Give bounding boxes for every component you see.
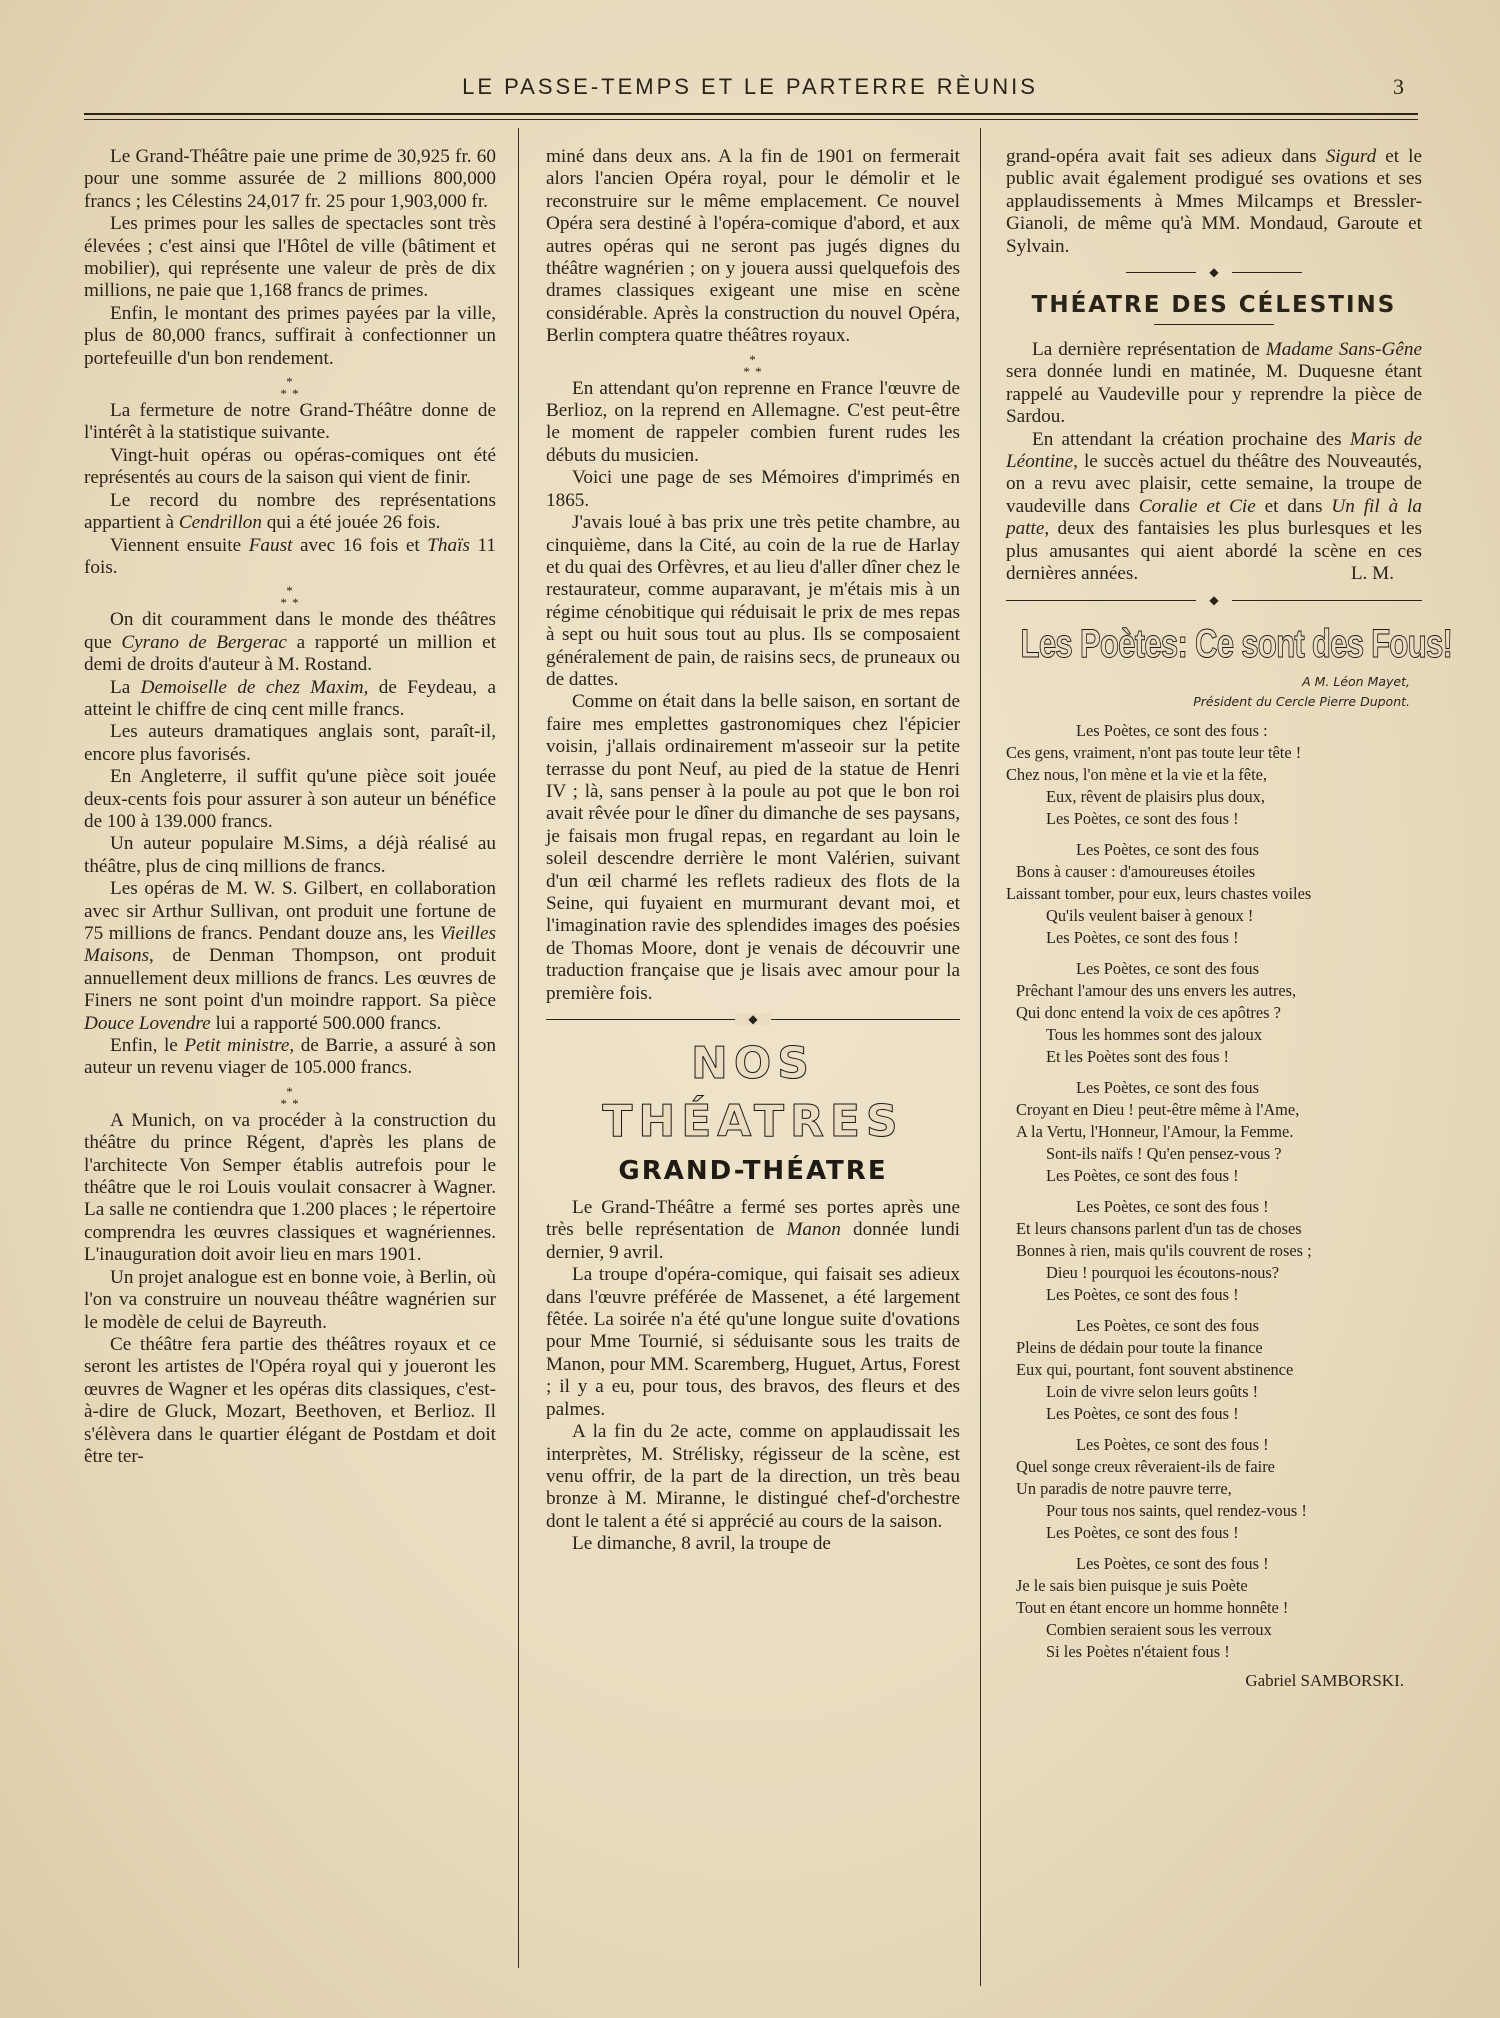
poem-line: Laissant tomber, pour eux, leurs chastes voiles <box>1006 883 1312 903</box>
poem-line: Les Poètes, ce sont des fous ! <box>1046 1285 1239 1305</box>
poem-stanza <box>1006 1553 1422 1664</box>
paragraph: Enfin, le Petit ministre, de Barrie, a assuré à son auteur un revenu viager de 105.000 francs. <box>84 1035 496 1079</box>
poem-line: Un paradis de notre pauvre terre, <box>1016 1479 1232 1498</box>
poem-stanza <box>1006 958 1422 1069</box>
paragraph: On dit couramment dans le monde des théâtres que Cyrano de Bergerac a rapporté un million et demi de droits d'auteur à M. Rostand. <box>84 609 496 676</box>
section-title-nos-theatres: NOS THÉATRES <box>602 1038 904 1148</box>
poem-line: Tous les hommes sont des jaloux <box>1046 1025 1263 1045</box>
poem-line: Les Poètes, ce sont des fous ! <box>1046 809 1239 829</box>
section-title-celestins: THÉATRE DES CÉLESTINS <box>1031 292 1397 319</box>
poem-signature: Gabriel SAMBORSKI. <box>1245 1670 1404 1690</box>
poem-line: Eux, rêvent de plaisirs plus doux, <box>1046 787 1265 807</box>
paragraph: La troupe d'opéra-comique, qui faisait ses adieux dans l'œuvre préférée de Massenet, a été largement fêtée. La soirée n'a été qu'une longue suite d'ovations pour Mme Tournié, si séduisante sous les traits de Manon, pour MM. Scaremberg, Huguet, Artus, Forest ; il y a eu, pour tous, des bravos, des fleurs et des palmes. <box>546 1264 960 1420</box>
paragraph: Les opéras de M. W. S. Gilbert, en collaboration avec sir Arthur Sullivan, ont produit une fortune de 75 millions de francs. Pendant douze ans, les Vieilles Maisons, de Denman Thompson, ont produit annuellement deux millions de francs. Les œuvres de Finers ne sont point d'un moindre rapport. Sa pièce Douce Lovendre lui a rapporté 500.000 francs. <box>84 878 496 1034</box>
poem-stanza <box>1006 1315 1422 1426</box>
paragraph: miné dans deux ans. A la fin de 1901 on fermerait alors l'ancien Opéra royal, pour le démolir et le reconstruire sur le même emplacement. Ce nouvel Opéra sera destiné à l'opéra-comique d'abord, et aux autres opéras qui ne seront pas jugés dignes du théâtre wagnérien ; on y jouera aussi quelquefois des drames classiques exigeant une mise en scène considérable. Après la construction du nouvel Opéra, Berlin comptera quatre théâtres royaux. <box>546 146 960 347</box>
poem-line: Bonnes à rien, mais qu'ils couvrent de roses ; <box>1016 1240 1312 1260</box>
poem-line: A la Vertu, l'Honneur, l'Amour, la Femme. <box>1016 1121 1294 1141</box>
paragraph: Enfin, le montant des primes payées par la ville, plus de 80,000 francs, suffirait à confectionner un portefeuille d'un bon rendement. <box>84 302 496 369</box>
poem-line: Combien seraient sous les verroux <box>1046 1620 1272 1640</box>
poem-line: Pleins de dédain pour toute la finance <box>1016 1337 1263 1357</box>
poem-line: Quel songe creux rêveraient-ils de faire <box>1016 1456 1275 1476</box>
paragraph: Le record du nombre des représentations appartient à Cendrillon qui a été jouée 26 fois. <box>84 489 496 534</box>
column-2 <box>546 146 960 1556</box>
poem-line: Et les Poètes sont des fous ! <box>1046 1047 1230 1067</box>
column-divider-2 <box>980 128 981 1986</box>
paragraph: La Demoiselle de chez Maxim, de Feydeau, a atteint le chiffre de cinq cent mille francs. <box>84 676 496 720</box>
paragraph: Le Grand-Théâtre paie une prime de 30,925 fr. 60 pour une somme assurée de 2 millions 800,000 francs ; les Célestins 24,017 fr. 25 pour 1,903,000 fr. <box>84 146 496 212</box>
column-1 <box>84 146 496 1468</box>
subsection-title-grand-theatre: GRAND-THÉATRE <box>618 1156 888 1187</box>
masthead-title: LE PASSE-TEMPS ET LE PARTERRE RÈUNIS <box>462 74 1038 99</box>
paragraph: Le dimanche, 8 avril, la troupe de <box>572 1533 831 1555</box>
asterism: * * * <box>280 1083 300 1111</box>
paragraph: Le Grand-Théâtre a fermé ses portes après une très belle représentation de Manon donnée lundi dernier, 9 avril. <box>546 1197 960 1263</box>
paragraph: Voici une page de ses Mémoires d'imprimés en 1865. <box>546 467 960 511</box>
paragraph: Ce théâtre fera partie des théâtres royaux et ce seront les artistes de l'Opéra royal qui y joueront les œuvres de Wagner et les opéras dits classiques, c'est-à-dire de Gluck, Mozart, Beethoven, et Berlioz. Il s'élèvera dans le quartier élégant de Postdam et doit être ter- <box>84 1333 496 1467</box>
asterism: * * * <box>280 583 300 611</box>
poem-line: Les Poètes, ce sont des fous ! <box>1076 1434 1269 1454</box>
paragraph: Un projet analogue est en bonne voie, à Berlin, où l'on va construire un nouveau théâtre wagnérien sur le modèle de celui de Bayreuth. <box>84 1266 496 1333</box>
poem-line: Dieu ! pourquoi les écoutons-nous? <box>1046 1263 1280 1283</box>
header-rule-thin <box>84 119 1418 120</box>
poem-line: Ces gens, vraiment, n'ont pas toute leur tête ! <box>1006 742 1302 762</box>
header-rule <box>84 113 1418 115</box>
paragraph: Vingt-huit opéras ou opéras-comiques ont été représentés au cours de la saison qui vient de finir. <box>84 444 496 489</box>
paragraph: A Munich, on va procéder à la construction du théâtre du prince Régent, d'après les plans de l'architecte Von Semper établis autrefois pour le théâtre que le roi Louis voulait consacrer à Wagner. La salle ne contiendra que 1.200 places ; le répertoire comprendra les œuvres classiques et wagnériennes. L'inauguration doit avoir lieu en mars 1901. <box>84 1109 496 1266</box>
section-separator: ◆ <box>546 1011 960 1029</box>
poem-line: Les Poètes, ce sont des fous <box>1076 839 1259 859</box>
paragraph: En attendant la création prochaine des Maris de Léontine, le succès actuel du théâtre des Nouveautés, on a revu avec plaisir, cette semaine, la troupe de vaudeville dans Coralie et Cie et dans Un fil à la patte, deux des fantaisies les plus burlesques et les plus amusantes qui aient abordé la scène en ces dernières années. L. M. <box>1006 428 1423 585</box>
poem-stanza <box>1006 1196 1422 1307</box>
section-separator: ◆ <box>1006 592 1422 610</box>
paragraph: grand-opéra avait fait ses adieux dans Sigurd et le public avait également prodigué ses ovations et ses applaudissements à Mmes Milcamps et Bressler-Gianoli, de même qu'à MM. Mondaud, Garoute et Sylvain. <box>1006 146 1422 257</box>
page-number: 3 <box>1393 74 1404 99</box>
poem-body <box>1006 720 1422 1664</box>
section-separator: ◆ <box>1126 264 1302 282</box>
paragraph: Un auteur populaire M.Sims, a déjà réalisé au théâtre, plus de cinq millions de francs. <box>84 833 496 877</box>
paragraph: Comme on était dans la belle saison, en sortant de faire mes emplettes gastronomiques chez l'épicier voisin, j'allais ordinairement m'asseoir sur la petite terrasse du pont Neuf, au pied de la statue de Henri IV ; là, sans penser à la poule au pot que le bon roi avait rêvée pour le dîner du dimanche de ses paysans, je faisais mon frugal repas, en regardant au loin le soleil descendre derrière le mont Valérien, suivant d'un œil charmé les reflets radieux des flots de la Seine, qui fuyaient en murmurant devant moi, et l'imagination ravie des splendides images des poésies de Thomas Moore, dont je venais de découvrir une traduction française que je lisais avec amour pour la première fois. <box>546 691 960 1004</box>
paragraph: Viennent ensuite Faust avec 16 fois et Thaïs 11 fois. <box>84 534 496 578</box>
poem-stanza <box>1006 839 1422 950</box>
poem-line: Les Poètes, ce sont des fous <box>1076 958 1259 978</box>
poem-line: Croyant en Dieu ! peut-être même à l'Ame, <box>1016 1099 1300 1119</box>
column-divider-1 <box>518 128 519 1968</box>
poem-line: Qui donc entend la voix de ces apôtres ? <box>1016 1002 1281 1022</box>
poem-line: Et leurs chansons parlent d'un tas de choses <box>1016 1218 1302 1238</box>
poem-line: Qu'ils veulent baiser à genoux ! <box>1046 906 1254 926</box>
poem-line: Les Poètes, ce sont des fous ! <box>1046 1166 1239 1186</box>
paragraph: La dernière représentation de Madame Sans-Gêne sera donnée lundi en matinée, M. Duquesne étant rappelé au Vaudeville pour y reprendre la pièce de Sardou. <box>1006 339 1422 428</box>
asterism: * * * <box>280 374 300 402</box>
poem-stanza <box>1006 720 1422 831</box>
poem-dedication: A M. Léon Mayet, Président du Cercle Pierre Dupont. <box>1193 673 1410 709</box>
poem-line: Loin de vivre selon leurs goûts ! <box>1046 1382 1259 1402</box>
poem-line: Les Poètes, ce sont des fous ! <box>1046 1404 1239 1424</box>
poem-stanza <box>1006 1077 1422 1188</box>
column-3 <box>1006 146 1453 1692</box>
poem-line: Les Poètes, ce sont des fous <box>1076 1077 1259 1097</box>
paragraph: J'avais loué à bas prix une très petite chambre, au cinquième, dans la Cité, au coin de la rue de Harlay et du quai des Orfèvres, et au lieu d'aller dîner chez le restaurateur, comme auparavant, je m'étais mis à un régime cénobitique qui réduisait le prix de mes repas à sept ou huit sous tout au plus. Ils se composaient généralement de pain, de raisins secs, de pruneaux ou de dattes. <box>546 512 960 690</box>
paragraph: Les primes pour les salles de spectacles sont très élevées ; c'est ainsi que l'Hôtel de ville (bâtiment et mobilier), qui représente une valeur de près de dix millions, ne paie que 1,168 francs de primes. <box>84 213 496 302</box>
poem-line: Eux qui, pourtant, font souvent abstinence <box>1016 1359 1294 1379</box>
poem-line: Sont-ils naïfs ! Qu'en pensez-vous ? <box>1046 1144 1282 1164</box>
paragraph: Les auteurs dramatiques anglais sont, paraît-il, encore plus favorisés. <box>84 721 496 765</box>
paragraph: En attendant qu'on reprenne en France l'œuvre de Berlioz, on la reprend en Allemagne. C'est peut-être le moment de rappeler combien furent rudes les débuts du musicien. <box>546 377 960 466</box>
paragraph: A la fin du 2e acte, comme on applaudissait les interprètes, M. Strélisky, régisseur de la scène, est venu offrir, de la part de la direction, un très beau bronze à M. Miranne, le distingué chef-d'orchestre dont le talent a été si apprécié au cours de la saison. <box>546 1421 960 1532</box>
poem-line: Pour tous nos saints, quel rendez-vous ! <box>1046 1501 1307 1521</box>
asterism: * * * <box>743 351 763 379</box>
poem-stanza <box>1006 1434 1422 1545</box>
poem-line: Je le sais bien puisque je suis Poète <box>1016 1575 1248 1595</box>
poem-line: Les Poètes, ce sont des fous : <box>1076 720 1268 740</box>
poem-line: Bons à causer : d'amoureuses étoiles <box>1016 861 1256 881</box>
paragraph: En Angleterre, il suffit qu'une pièce soit jouée deux-cents fois pour assurer à son auteur un bénéfice de 100 à 139.000 francs. <box>84 766 496 832</box>
poem-line: Tout en étant encore un homme honnête ! <box>1016 1598 1289 1618</box>
poem-line: Les Poètes, ce sont des fous ! <box>1046 928 1239 948</box>
poem-line: Les Poètes, ce sont des fous ! <box>1076 1196 1269 1216</box>
title-underline <box>1154 324 1274 325</box>
poem-line: Les Poètes, ce sont des fous ! <box>1046 1523 1239 1543</box>
author-initials: L. M. <box>1350 563 1394 585</box>
poem-title: Les Poètes: Ce sont des Fous! <box>1020 621 1453 666</box>
poem-line: Prêchant l'amour des uns envers les autres, <box>1016 980 1297 1000</box>
paragraph: La fermeture de notre Grand-Théâtre donne de l'intérêt à la statistique suivante. <box>84 400 496 444</box>
poem-line: Les Poètes, ce sont des fous <box>1076 1315 1259 1335</box>
poem-line: Si les Poètes n'étaient fous ! <box>1046 1642 1230 1662</box>
poem-line: Les Poètes, ce sont des fous ! <box>1076 1553 1269 1573</box>
poem-line: Chez nous, l'on mène et la vie et la fête, <box>1006 764 1268 784</box>
